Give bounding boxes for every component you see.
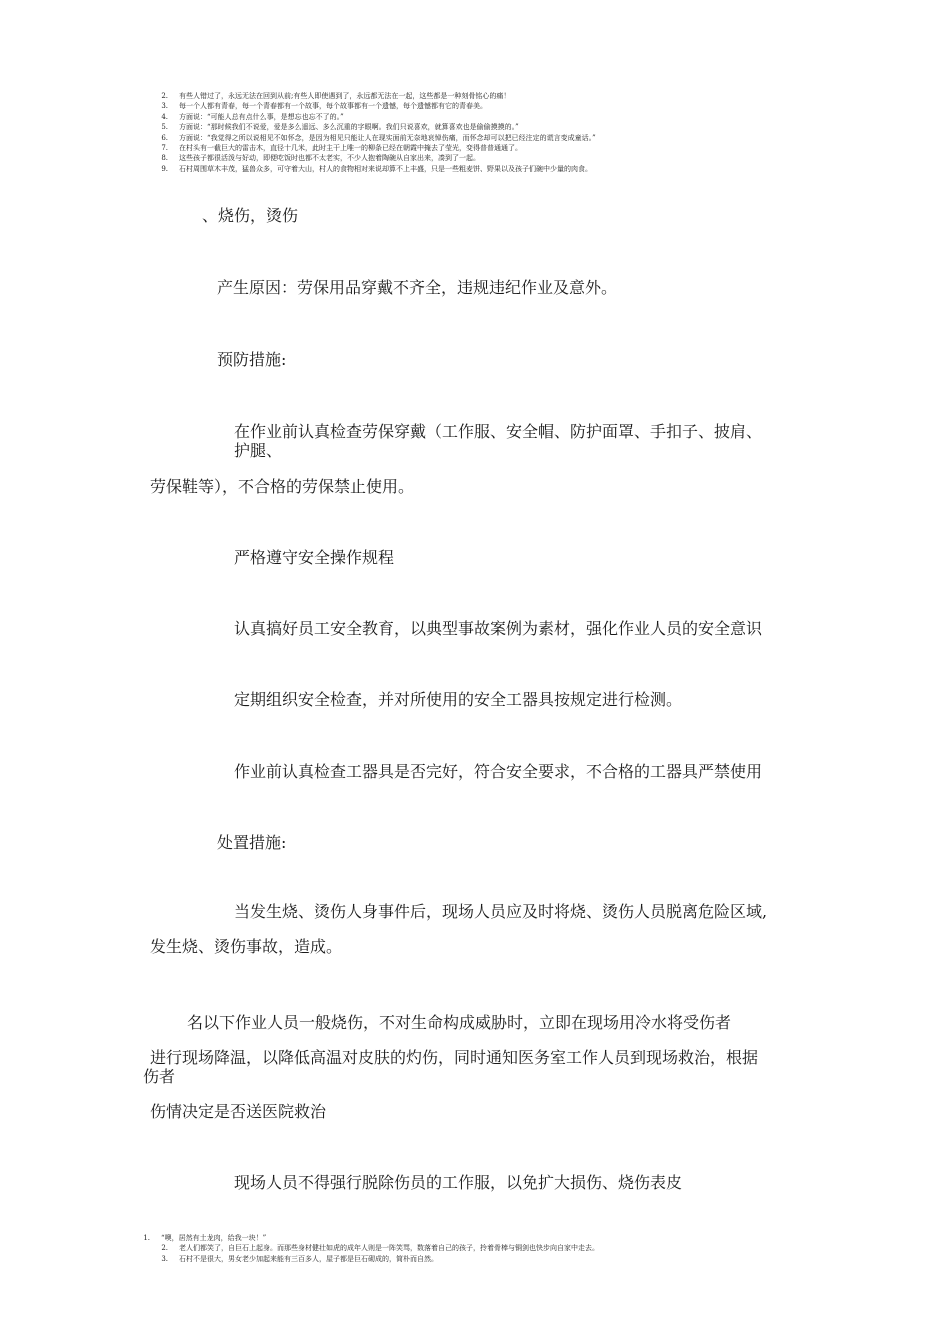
treatment-item-2-line-4: 伤情决定是否送医院救治 [150, 1102, 327, 1121]
list-number: 1. [143, 1234, 150, 1242]
list-item [150, 143, 596, 153]
list-text: 这些孩子都很活泼与好动，即便吃饭时也都不太老实，不少人抱着陶碗从自家出来，凑到了一起。 [179, 154, 480, 163]
list-number: 4. [161, 112, 168, 121]
list-text: 石村周围草木丰茂，猛兽众多，可守着大山，村人的食物相对来说却算不上丰盛，只是一些粗麦饼、野果以及孩子们碗中少量的肉食。 [179, 164, 592, 173]
treatment-item-1-line-2: 发生烧、烫伤事故，造成。 [150, 937, 343, 956]
list-number: 5. [161, 123, 168, 132]
list-text: 方面说：“可能人总有点什么事，是想忘也忘不了的。” [179, 112, 344, 121]
prevention-item-1-line-1: 在作业前认真检查劳保穿戴（工作服、安全帽、防护面罩、手扣子、披肩、 [234, 422, 763, 441]
list-item [132, 1233, 599, 1243]
list-number: 8. [161, 154, 168, 163]
treatment-item-2-line-1: 名以下作业人员一般烧伤，不对生命构成威胁时，立即在现场用冷水将受伤者 [187, 1013, 732, 1032]
list-text: 有些人错过了，永远无法在回到从前;有些人即使遇到了，永远都无法在一起，这些都是一种刻骨铭心的痛！ [179, 92, 511, 100]
list-text: 方面说：“我觉得之所以说相见不如怀念，是因为相见只能让人在现实面前无奈地哀悼伤痛，而怀念却可以把已经注定的谎言变成童话。” [179, 133, 596, 142]
list-text: 每一个人都有青春，每一个青春都有一个故事，每个故事都有一个遗憾，每个遗憾都有它的青春美。 [179, 102, 487, 111]
treatment-item-3: 现场人员不得强行脱除伤员的工作服，以免扩大损伤、烧伤表皮 [234, 1173, 683, 1192]
treatment-label: 处置措施: [217, 833, 287, 852]
prevention-label: 预防措施: [217, 350, 287, 369]
list-item [150, 133, 596, 143]
list-text: 方面说：“那时候我们不说爱，爱是多么遥远、多么沉重的字眼啊。我们只说喜欢，就算喜欢也是偷偷摸摸的。” [179, 123, 519, 132]
prevention-item-2: 严格遵守安全操作规程 [234, 548, 395, 567]
list-text: 石村不是很大，男女老少加起来能有三百多人，屋子都是巨石砌成的，简朴而自然。 [179, 1254, 438, 1263]
top-footnotes [150, 91, 596, 174]
list-text: 在村头有一截巨大的雷击木，直径十几米，此时主干上唯一的柳条已经在朝霞中掩去了莹光，变得普普通通了。 [179, 144, 522, 153]
prevention-item-1-line-3: 劳保鞋等），不合格的劳保禁止使用。 [150, 477, 415, 496]
treatment-item-2-line-3: 伤者 [143, 1067, 176, 1086]
prevention-item-5: 作业前认真检查工器具是否完好，符合安全要求，不合格的工器具严禁使用 [234, 762, 763, 781]
list-number: 2. [161, 92, 168, 100]
list-number: 9. [161, 164, 168, 173]
list-item [150, 101, 596, 111]
list-item [132, 1254, 599, 1264]
list-text: 老人们都笑了，自巨石上起身。而那些身材健壮如虎的成年人则是一阵笑骂，数落着自己的孩子，拎着骨棒与铜剑也快步向自家中走去。 [179, 1244, 599, 1253]
prevention-item-3: 认真搞好员工安全教育，以典型事故案例为素材，强化作业人员的安全意识 [234, 619, 763, 638]
list-number: 3. [161, 102, 168, 111]
cause-paragraph: 产生原因：劳保用品穿戴不齐全，违规违纪作业及意外。 [217, 278, 618, 297]
prevention-item-4: 定期组织安全检查，并对所使用的安全工器具按规定进行检测。 [234, 690, 683, 709]
list-item [150, 112, 596, 122]
prevention-item-1-line-2: 护腿、 [234, 441, 283, 460]
list-text: “噢，居然有土龙肉，给我一块！” [161, 1234, 267, 1242]
bottom-footnotes [132, 1233, 599, 1264]
list-item [150, 164, 596, 174]
list-number: 2. [161, 1244, 168, 1253]
treatment-item-2-line-2: 进行现场降温，以降低高温对皮肤的灼伤，同时通知医务室工作人员到现场救治，根据 [150, 1048, 759, 1067]
list-number: 7. [161, 144, 168, 153]
list-item [132, 1243, 599, 1253]
list-number: 6. [161, 133, 168, 142]
list-item [150, 91, 596, 101]
list-item [150, 153, 596, 163]
treatment-item-1-line-1: 当发生烧、烫伤人身事件后，现场人员应及时将烧、烫伤人员脱离危险区域, [234, 902, 768, 921]
list-number: 3. [161, 1254, 168, 1263]
list-item [150, 122, 596, 132]
section-heading: 、烧伤，烫伤 [202, 206, 299, 225]
